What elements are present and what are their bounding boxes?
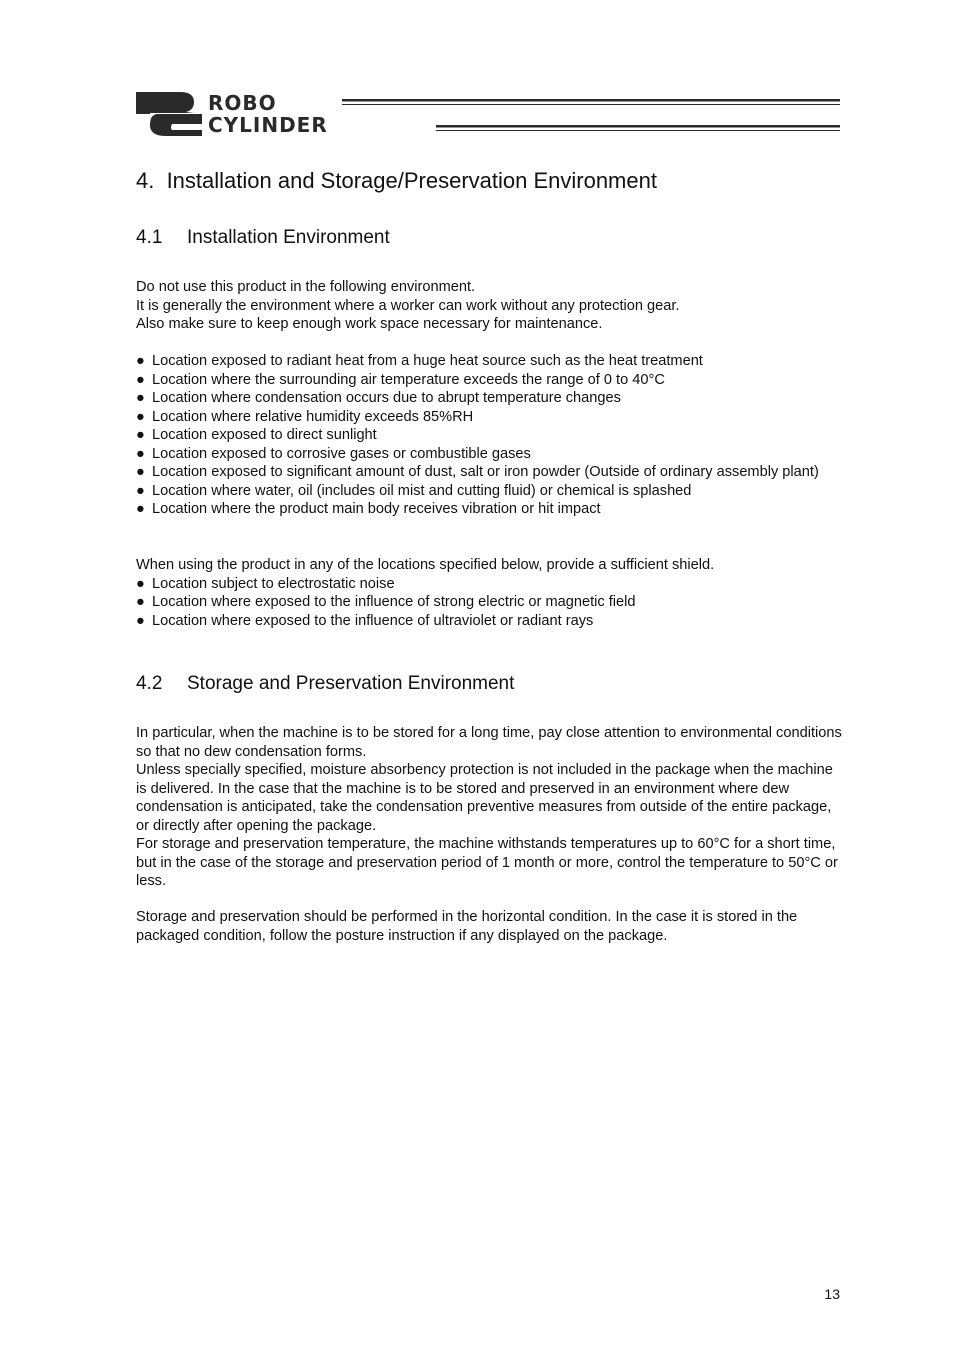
- rc-monogram-icon: [136, 92, 202, 136]
- shield-intro: When using the product in any of the locations specified below, provide a sufficient shield.: [136, 557, 715, 573]
- section-number: 4.2: [136, 673, 163, 694]
- intro-line: Do not use this product in the following environment.: [136, 279, 476, 295]
- bullet-icon: ●: [136, 390, 145, 406]
- bullet-icon: ●: [136, 575, 145, 592]
- list-item: ● Location exposed to corrosive gases or combustible gases: [136, 445, 531, 462]
- list-item: ● Location where condensation occurs due to abrupt temperature changes: [136, 390, 621, 406]
- bullet-icon: ●: [136, 464, 145, 480]
- intro-line: It is generally the environment where a worker can work without any protection gear.: [136, 297, 680, 314]
- list-item: ● Location exposed to significant amount of dust, salt or iron powder (Outside of ordinary assembly plant): [136, 464, 819, 480]
- avoid-locations-list: [136, 352, 846, 519]
- bullet-icon: ●: [136, 427, 145, 443]
- section-number: 4.1: [136, 227, 163, 248]
- storage-paragraph-2: [136, 908, 846, 945]
- paragraph: In particular, when the machine is to be stored for a long time, pay close attention to environmental conditions so that no dew condensation forms.: [136, 725, 842, 760]
- installation-intro: [136, 278, 846, 334]
- list-item: ● Location where exposed to the influence of ultraviolet or radiant rays: [136, 612, 594, 629]
- list-item: ● Location where relative humidity exceeds 85%RH: [136, 408, 474, 425]
- logo-graphic: [136, 90, 840, 136]
- intro-line: Also make sure to keep enough work space necessary for maintenance.: [136, 316, 603, 332]
- section-title: Storage and Preservation Environment: [187, 673, 515, 694]
- bullet-icon: ●: [136, 445, 145, 462]
- section-heading-4-1: [136, 227, 390, 249]
- section-heading-4-2: [136, 673, 514, 695]
- storage-paragraph-1: [136, 724, 846, 891]
- list-item: ● Location subject to electrostatic noise: [136, 575, 395, 592]
- list-item: ● Location where exposed to the influence of strong electric or magnetic field: [136, 594, 636, 610]
- logo-line1: ROBO: [208, 91, 277, 115]
- shield-locations-list: [136, 575, 846, 631]
- list-item: ● Location exposed to direct sunlight: [136, 427, 377, 443]
- bullet-icon: ●: [136, 482, 145, 499]
- bullet-icon: ●: [136, 594, 145, 610]
- list-item: ● Location exposed to radiant heat from a huge heat source such as the heat treatment: [136, 353, 703, 369]
- bullet-icon: ●: [136, 408, 145, 425]
- bullet-icon: ●: [136, 612, 145, 629]
- paragraph: Storage and preservation should be performed in the horizontal condition. In the case it is stored in the packaged condition, follow the posture instruction if any displayed on the package.: [136, 909, 798, 944]
- shield-section: [136, 556, 846, 630]
- page-title: 4. Installation and Storage/Preservation Environment: [136, 168, 657, 193]
- paragraph: For storage and preservation temperature, the machine withstands temperatures up to 60°C for a short time, but in the case of the storage and preservation period of 1 month or more, control the temperature to 50°C or less.: [136, 836, 838, 889]
- list-item: ● Location where the product main body receives vibration or hit impact: [136, 501, 601, 517]
- list-item: ● Location where the surrounding air temperature exceeds the range of 0 to 40°C: [136, 371, 665, 388]
- section-title: Installation Environment: [187, 227, 390, 248]
- page-number: 13: [824, 1286, 840, 1302]
- list-item: ● Location where water, oil (includes oil mist and cutting fluid) or chemical is splashed: [136, 482, 692, 499]
- logo-line2: CYLINDER: [208, 113, 328, 136]
- bullet-icon: ●: [136, 501, 145, 517]
- robo-cylinder-logo: [136, 90, 840, 136]
- paragraph: Unless specially specified, moisture absorbency protection is not included in the package when the machine is delivered. In the case that the machine is to be stored and preserved in an environment where dew condensation is anticipated, take the condensation preventive measures from outside of the entire package, or directly after opening the package.: [136, 762, 833, 834]
- bullet-icon: ●: [136, 353, 145, 369]
- bullet-icon: ●: [136, 371, 145, 388]
